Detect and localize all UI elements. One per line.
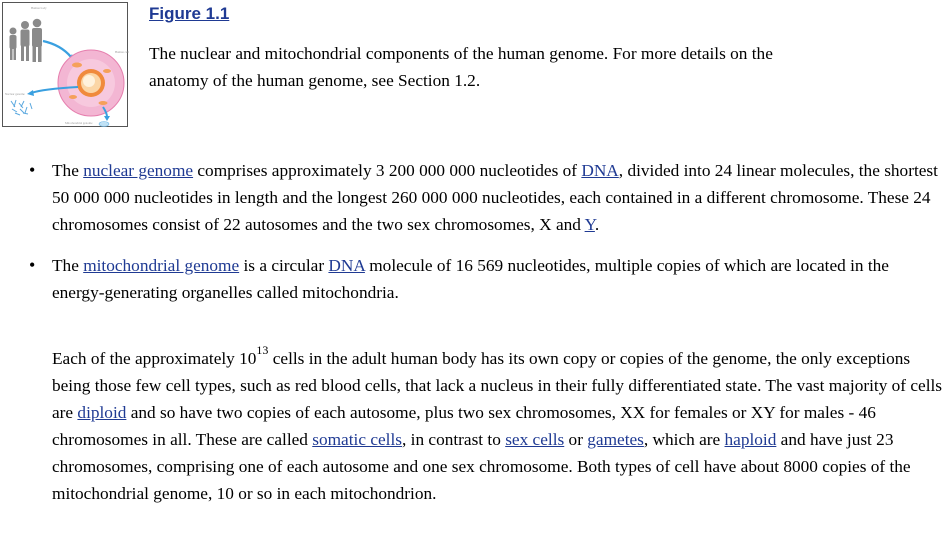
link-nuclear-genome[interactable]: nuclear genome [83,161,194,180]
svg-text:Nuclear genome: Nuclear genome [5,92,25,96]
figure-thumbnail[interactable] [2,2,128,127]
link-diploid[interactable]: diploid [77,403,127,422]
text: , which are [643,430,725,449]
link-y-chromosome[interactable]: Y [584,215,595,234]
link-gametes[interactable]: gametes [587,430,644,449]
family-silhouette-icon [10,19,43,62]
text: molecule of 16 569 nucleotides, multiple copies of which are located in the energy-generating organelles called mitochondria. [52,256,889,302]
text: is a circular [239,256,329,275]
figure-title-link[interactable]: Figure 1.1 [149,4,230,23]
link-mitochondrial-genome[interactable]: mitochondrial genome [83,256,240,275]
figure-caption: The nuclear and mitochondrial components of the human genome. For more details on the anatomy of the human genome, see Section 1.2. [149,44,773,90]
text: . [594,215,600,234]
genome-bullet-list [0,157,940,306]
svg-text:Mitochondrial genome: Mitochondrial genome [65,121,93,125]
svg-text:Human body: Human body [31,6,47,10]
link-haploid[interactable]: haploid [724,430,777,449]
superscript: 13 [256,343,269,358]
link-dna[interactable]: DNA [581,161,619,180]
text: The [52,256,84,275]
chromosomes-icon [11,100,32,115]
text: and so have two copies of each autosome, plus two sex chromosomes, XX for females or XY for males - 46 chromosomes in all. These are called [52,403,876,449]
text: and have just 23 chromosomes, comprising one of each autosome and one sex chromosome. Both types of cell have about 8000 copies of the mitochondrial genome, 10 or so in each mitochondrion. [52,430,911,503]
list-item-nuclear-genome [0,157,940,238]
genome-illustration-image [3,3,127,126]
link-sex-cells[interactable]: sex cells [505,430,565,449]
list-item-mitochondrial-genome [0,252,940,306]
text: , divided into 24 linear molecules, the shortest 50 000 000 nucleotides in length and the longest 260 000 000 nucleotides, each contained in a different chromosome. These 24 chromosomes consist of 22 autosomes and the two sex chromosomes, X and [52,161,938,234]
text: cells in the adult human body has its own copy or copies of the genome, the only exceptions being those few cell types, such as red blood cells, that lack a nucleus in their fully differentiated state. The vast majority of cells are [52,349,943,422]
text: , in contrast to [402,430,506,449]
link-dna-2[interactable]: DNA [328,256,365,275]
text: or [564,430,588,449]
text: The [52,161,84,180]
svg-text:Human cell: Human cell [115,50,129,54]
text: comprises approximately 3 200 000 000 nucleotides of [193,161,582,180]
link-somatic-cells[interactable]: somatic cells [312,430,402,449]
body-paragraph [52,345,948,507]
text: Each of the approximately 10 [52,349,257,368]
